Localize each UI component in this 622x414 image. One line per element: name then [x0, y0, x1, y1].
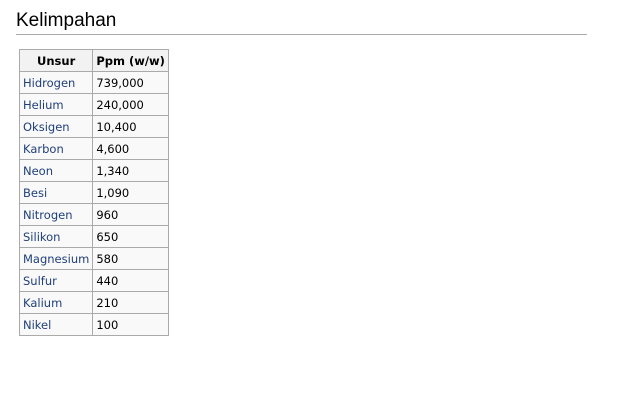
ppm-cell: 440 [93, 270, 169, 292]
element-link[interactable]: Karbon [23, 141, 64, 156]
element-link[interactable]: Nikel [23, 317, 52, 332]
table-row [20, 226, 169, 248]
element-cell [20, 116, 93, 138]
element-cell [20, 72, 93, 94]
element-cell [20, 182, 93, 204]
element-link[interactable]: Sulfur [23, 273, 57, 288]
table-row [20, 138, 169, 160]
ppm-cell: 100 [93, 314, 169, 336]
table-row [20, 270, 169, 292]
table-row [20, 292, 169, 314]
element-link[interactable]: Magnesium [23, 251, 90, 266]
element-cell [20, 160, 93, 182]
ppm-cell: 650 [93, 226, 169, 248]
element-cell [20, 226, 93, 248]
abundance-table [19, 49, 169, 336]
section-title: Kelimpahan [16, 10, 117, 31]
ppm-cell: 4,600 [93, 138, 169, 160]
table-row [20, 182, 169, 204]
element-cell [20, 270, 93, 292]
element-link[interactable]: Helium [23, 97, 64, 112]
element-link[interactable]: Oksigen [23, 119, 70, 134]
element-cell [20, 248, 93, 270]
table-row [20, 248, 169, 270]
ppm-cell: 580 [93, 248, 169, 270]
element-link[interactable]: Neon [23, 163, 54, 178]
table-row [20, 160, 169, 182]
element-link[interactable]: Kalium [23, 295, 63, 310]
element-cell [20, 204, 93, 226]
ppm-cell: 1,340 [93, 160, 169, 182]
ppm-cell: 960 [93, 204, 169, 226]
element-link[interactable]: Besi [23, 185, 48, 200]
element-link[interactable]: Hidrogen [23, 75, 76, 90]
element-cell [20, 138, 93, 160]
element-cell [20, 94, 93, 116]
element-link[interactable]: Silikon [23, 229, 61, 244]
table-row [20, 204, 169, 226]
ppm-cell: 739,000 [93, 72, 169, 94]
column-header-ppm: Ppm (w/w) [93, 50, 169, 72]
table-header-row [20, 50, 169, 72]
element-cell [20, 292, 93, 314]
column-header-element: Unsur [20, 50, 93, 72]
table-row [20, 314, 169, 336]
ppm-cell: 10,400 [93, 116, 169, 138]
table-row [20, 116, 169, 138]
ppm-cell: 210 [93, 292, 169, 314]
table-row [20, 72, 169, 94]
ppm-cell: 1,090 [93, 182, 169, 204]
table-row [20, 94, 169, 116]
element-link[interactable]: Nitrogen [23, 207, 73, 222]
section-heading [16, 10, 587, 35]
element-cell [20, 314, 93, 336]
ppm-cell: 240,000 [93, 94, 169, 116]
